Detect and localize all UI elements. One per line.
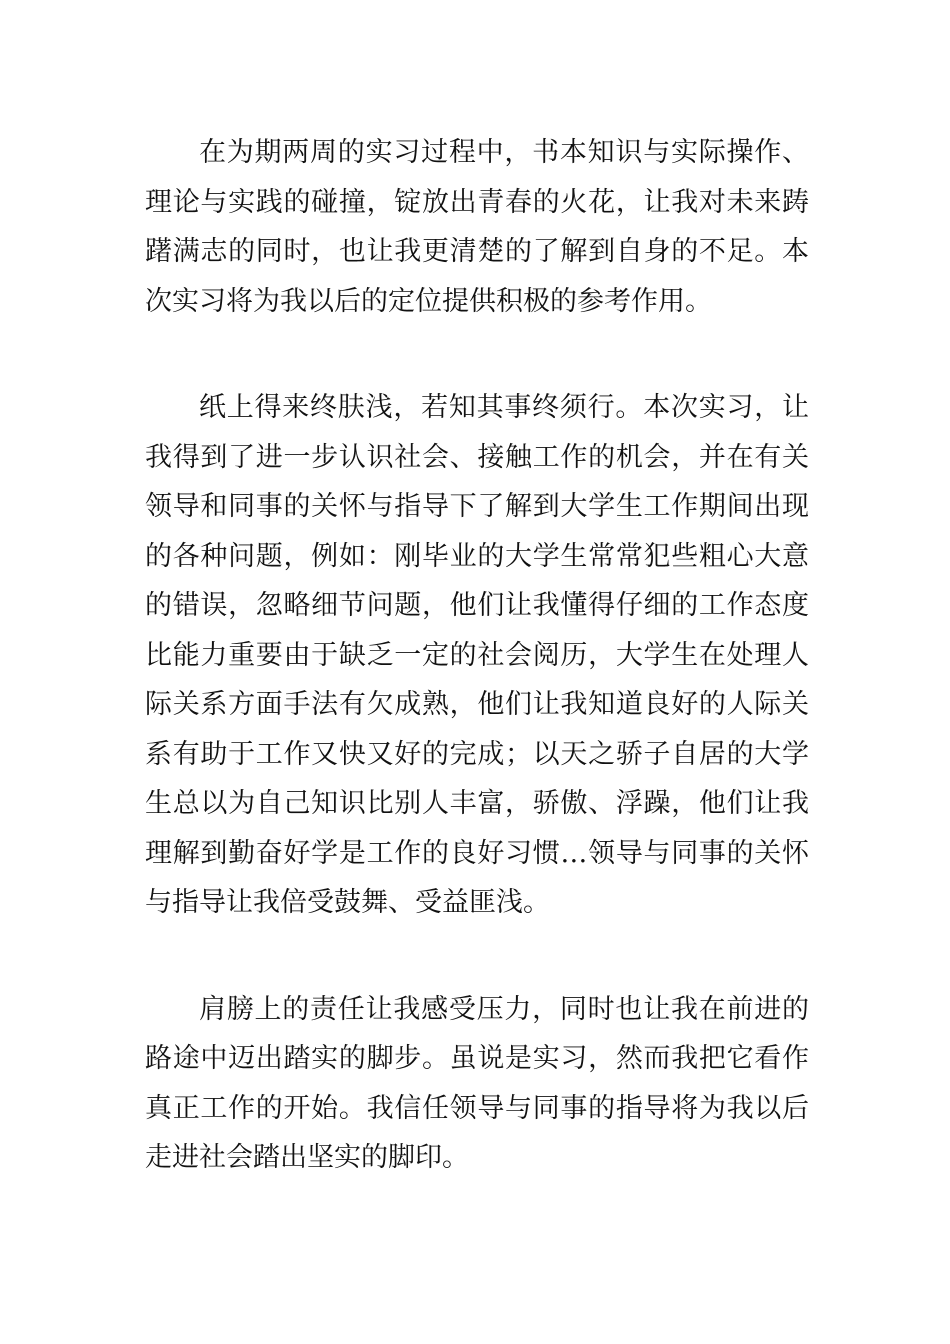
paragraph-guidance-lessons: 纸上得来终肤浅，若知其事终须行。本次实习，让我得到了进一步认识社会、接触工作的机会，并在有关领导和同事的关怀与指导下了解到大学生工作期间出现的各种问题，例如：刚毕业的大学生常常犯些粗心大意的错误，忽略细节问题，他们让我懂得仔细的工作态度比能力重要由于缺乏一定的社会阅历，大学生在处理人际关系方面手法有欠成熟，他们让我知道良好的人际关系有助于工作又快又好的完成；以天之骄子自居的大学生总以为自己知识比别人丰富，骄傲、浮躁，他们让我理解到勤奋好学是工作的良好习惯…领导与同事的关怀与指导让我倍受鼓舞、受益匪浅。 xyxy=(145,392,809,918)
paragraph-responsibility: 肩膀上的责任让我感受压力，同时也让我在前进的路途中迈出踏实的脚步。虽说是实习，然而我把它看作真正工作的开始。我信任领导与同事的指导将为我以后走进社会踏出坚实的脚印。 xyxy=(145,993,809,1173)
document-body xyxy=(145,128,809,1183)
paragraph-internship-reflection: 在为期两周的实习过程中，书本知识与实际操作、理论与实践的碰撞，锭放出青春的火花，让我对未来踌躇满志的同时，也让我更清楚的了解到自身的不足。本次实习将为我以后的定位提供积极的参考作用。 xyxy=(145,137,809,317)
